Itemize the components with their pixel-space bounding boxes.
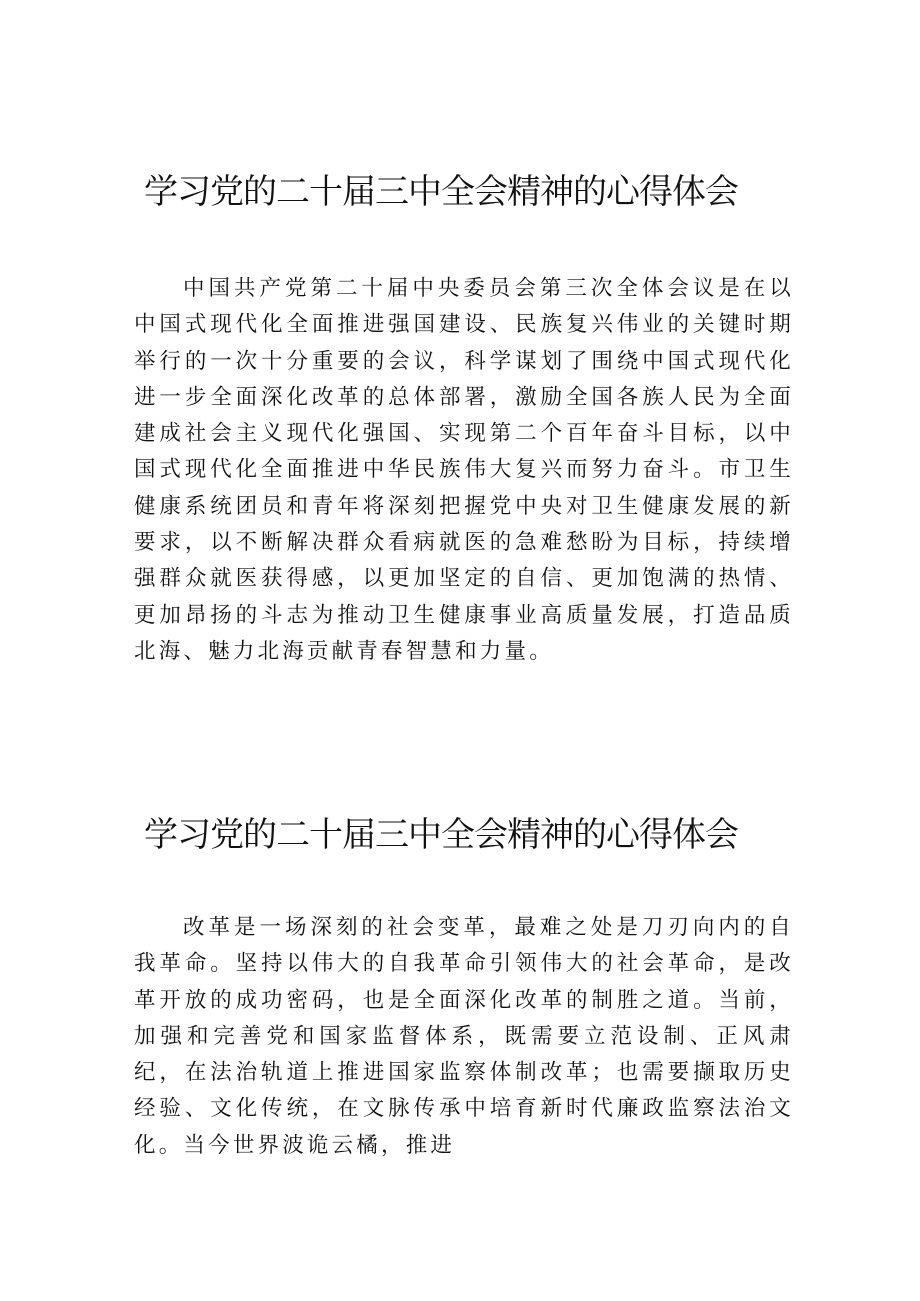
section-2-title: 学习党的二十届三中全会精神的心得体会	[144, 815, 738, 855]
section-1-paragraph: 中国共产党第二十届中央委员会第三次全体会议是在以中国式现代化全面推进强国建设、民族复兴伟业的关键时期举行的一次十分重要的会议，科学谋划了围绕中国式现代化进一步全面深化改革的总体部署，激励全国各族人民为全面建成社会主义现代化强国、实现第二个百年奋斗目标，以中国式现代化全面推进中华民族伟大复兴而努力奋斗。市卫生健康系统团员和青年将深刻把握党中央对卫生健康发展的新要求，以不断解决群众看病就医的急难愁盼为目标，持续增强群众就医获得感，以更加坚定的自信、更加饱满的热情、更加昂扬的斗志为推动卫生健康事业高质量发展，打造品质北海、魅力北海贡献青春智慧和力量。	[134, 276, 794, 664]
section-1-title: 学习党的二十届三中全会精神的心得体会	[144, 172, 738, 212]
section-2-paragraph: 改革是一场深刻的社会变革，最难之处是刀刃向内的自我革命。坚持以伟大的自我革命引领伟大的社会革命，是改革开放的成功密码，也是全面深化改革的制胜之道。当前，加强和完善党和国家监督体系，既需要立范设制、正风肃纪，在法治轨道上推进国家监察体制改革；也需要撷取历史经验、文化传统，在文脉传承中培育新时代廉政监察法治文化。当今世界波诡云橘，推进	[134, 915, 794, 1158]
